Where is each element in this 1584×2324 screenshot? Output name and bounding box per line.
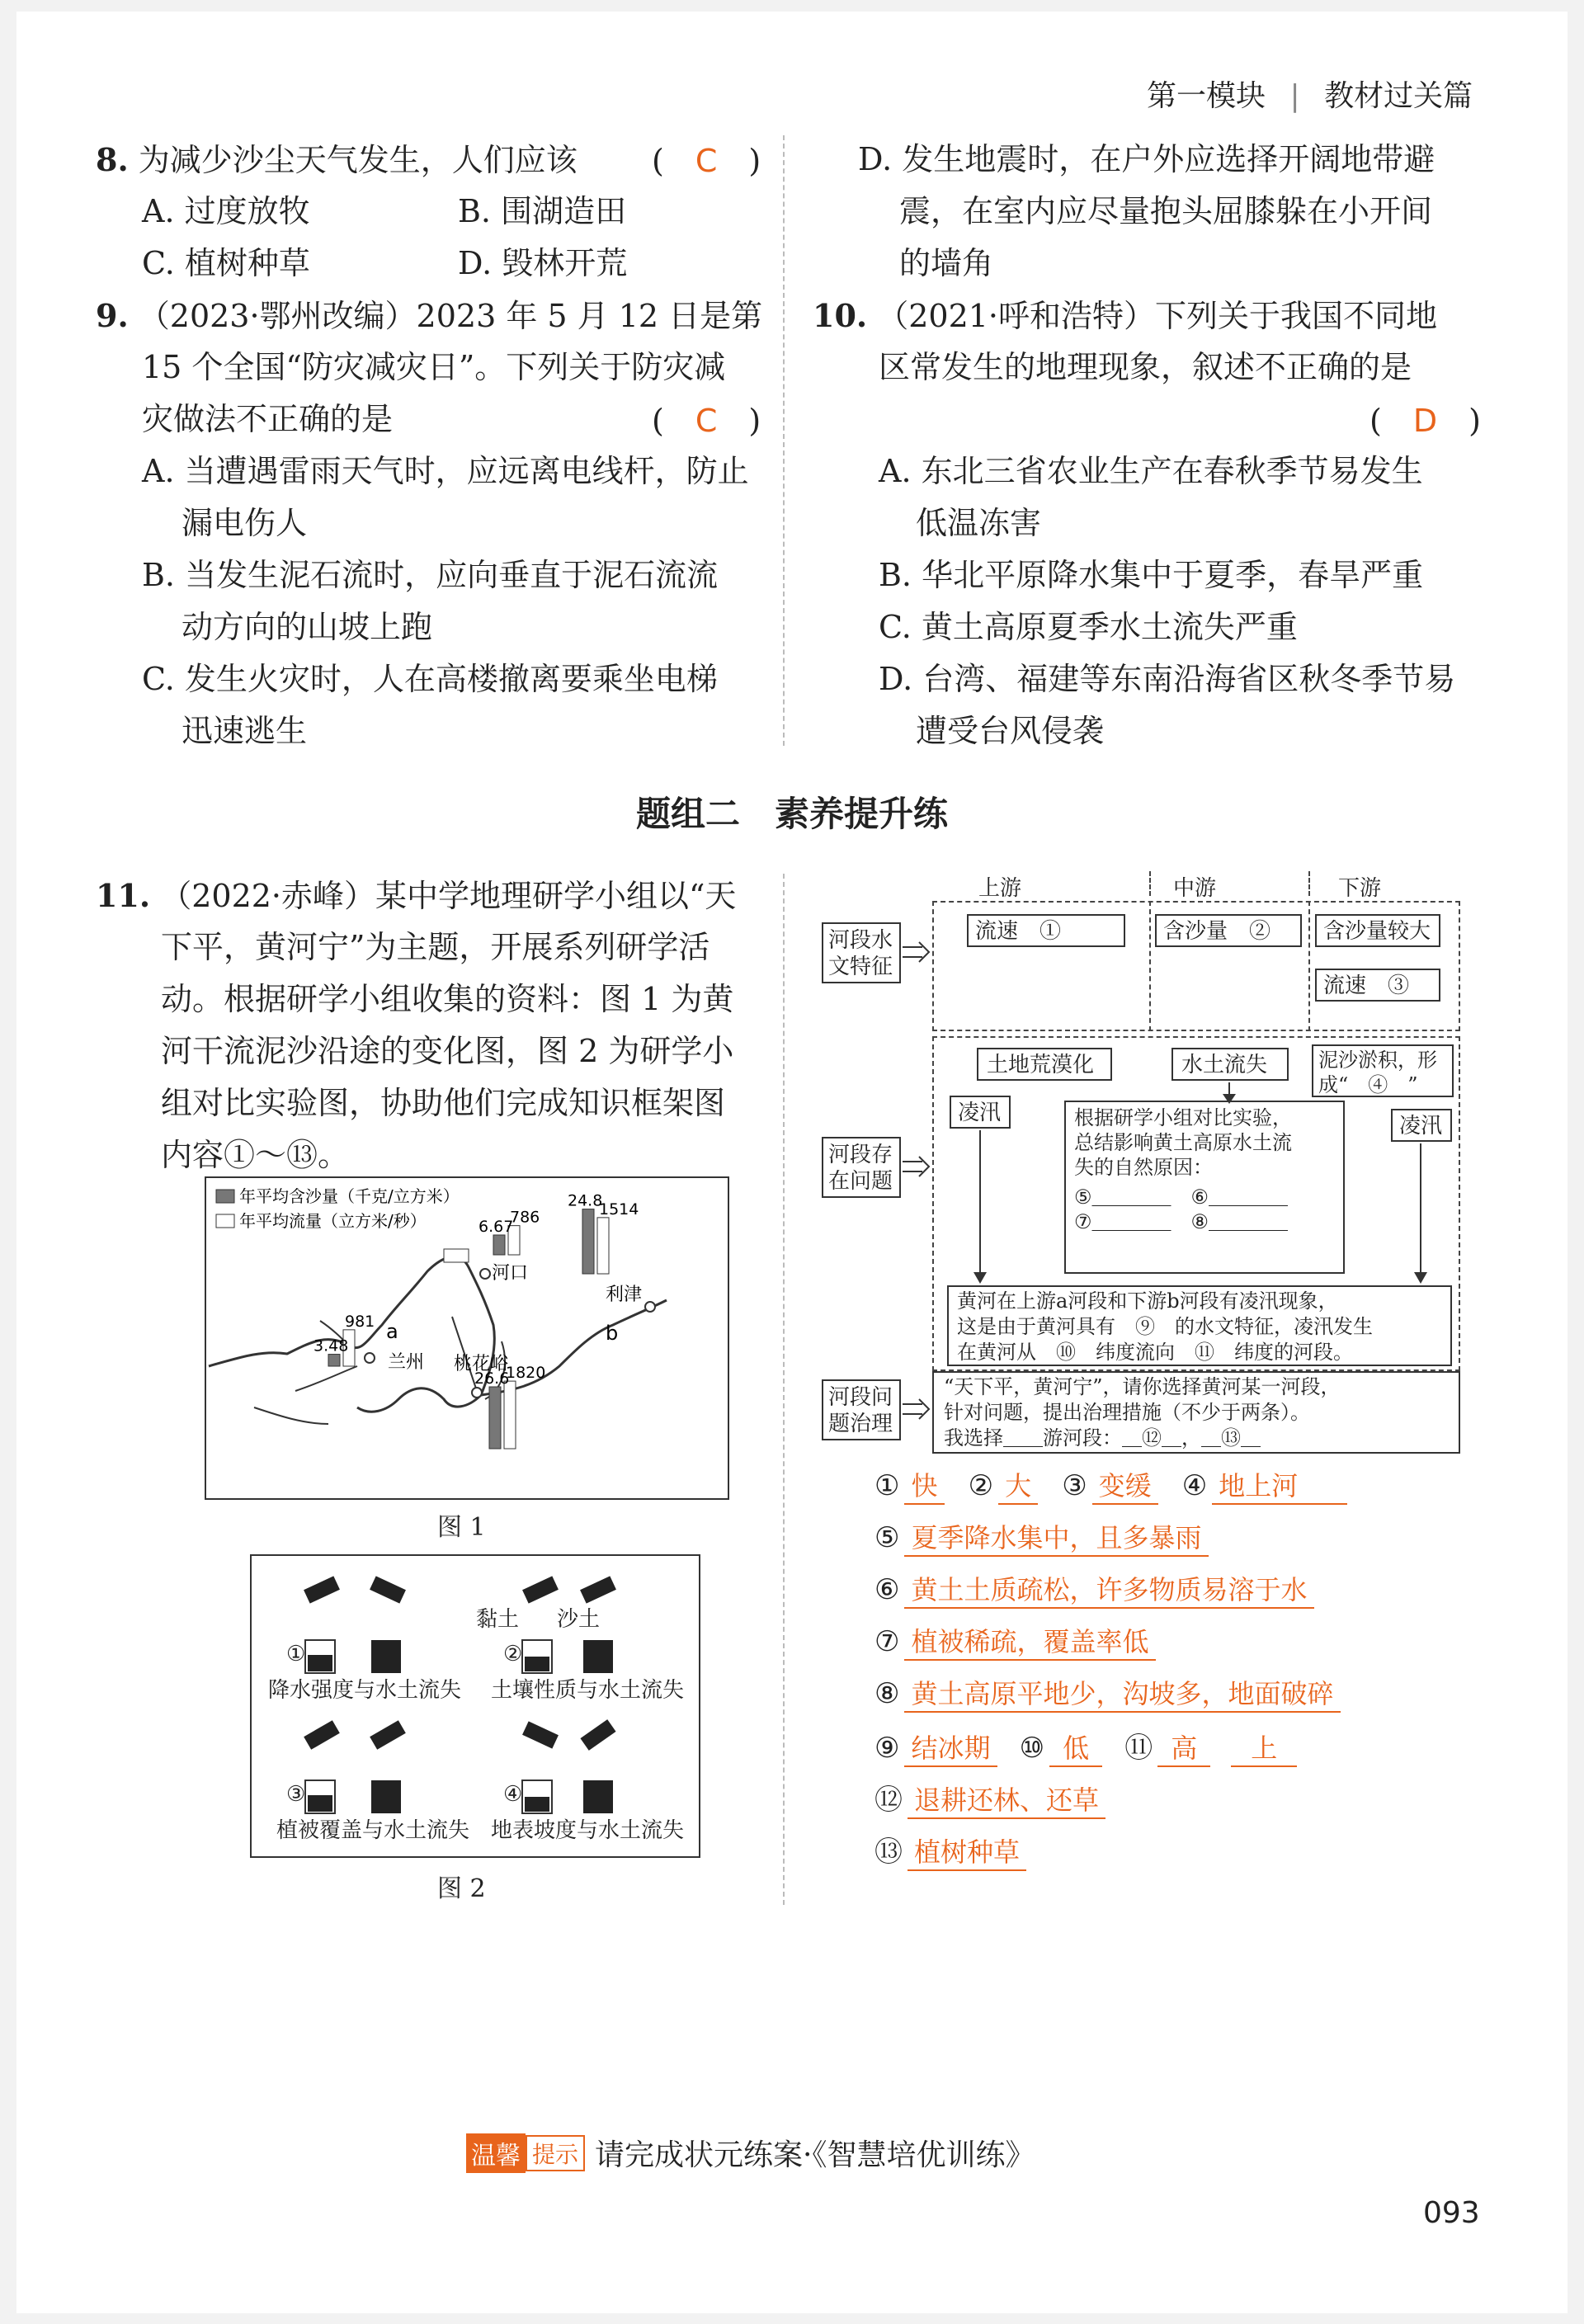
answer-bracket: ( C ) [652, 403, 761, 439]
rain-device [522, 1721, 559, 1748]
option: D. 发生地震时，在户外应选择开阔地带避 [858, 141, 1436, 177]
answer-mark: C [695, 403, 718, 439]
beaker-water [308, 1655, 332, 1671]
sediment-deposit: 泥沙淤积，形成“ ④ ” [1312, 1044, 1454, 1097]
clay-label: 黏土 [476, 1607, 520, 1632]
tip-text: 请完成状元练案·《智慧培优训练》 [595, 2138, 1035, 2172]
station-label-hekou: 河口 [492, 1263, 529, 1284]
knowledge-framework [813, 861, 1470, 1455]
rain-device [580, 1576, 616, 1603]
page-header: 第一模块 | 教材过关篇 [1147, 79, 1473, 113]
answer-1: 快 [904, 1465, 944, 1505]
causes-text: 失的自然原因： [1074, 1156, 1213, 1179]
option: 遭受台风侵袭 [916, 713, 1105, 749]
flow-value-label: 981 [345, 1312, 375, 1331]
question-stem: 为减少沙尘天气发生，人们应该 [138, 142, 578, 178]
answer-3: 变缓 [1092, 1465, 1158, 1505]
answer-line-9: ⑨ 结冰期 ⑩ 低 ⑪ 高 上 [874, 1725, 1297, 1767]
answer-6: 黄土土质疏松，许多物质易溶于水 [904, 1569, 1313, 1609]
question-11 [96, 870, 736, 922]
option: 低温冻害 [916, 505, 1042, 541]
question-stem: 区常发生的地理现象，叙述不正确的是 [879, 349, 1412, 385]
question-stem: 灾做法不正确的是 [142, 401, 394, 437]
question-stem: 组对比实验图，协助他们完成知识框架图 [161, 1085, 726, 1121]
station-dot [365, 1353, 375, 1363]
answer-7: 植被稀疏，覆盖率低 [904, 1621, 1155, 1661]
sediment-bar [493, 1235, 505, 1255]
page-number: 093 [1423, 2196, 1480, 2230]
ice-flood-upstream: 凌汛 [950, 1096, 1011, 1129]
column-divider [783, 874, 785, 1905]
flow-value-label: 1514 [599, 1200, 639, 1219]
soil-erosion: 水土流失 [1172, 1048, 1289, 1081]
hetao-box [444, 1249, 469, 1262]
rain-device [580, 1719, 615, 1751]
option: C. 发生火灾时，人在高楼撤离要乘坐电梯 [142, 661, 718, 697]
beaker [371, 1780, 401, 1813]
governance-text: 针对问题，提出治理措施（不少于两条）。 [944, 1401, 1310, 1424]
sediment-bar [582, 1209, 594, 1274]
blank-8: ⑧ [1190, 1210, 1209, 1233]
beaker-water [525, 1797, 549, 1812]
answer-12: 退耕还林、还草 [908, 1780, 1106, 1819]
section-title: 题组二 素养提升练 [635, 794, 948, 834]
blank-5: ⑤ [1074, 1186, 1092, 1209]
option: C. 植树种草 [142, 245, 310, 281]
row-label-hydrology: 河段水文特征 [822, 922, 901, 983]
sand-label: 沙土 [557, 1607, 601, 1632]
option: C. 黄土高原夏季水土流失严重 [879, 609, 1298, 645]
arrow-icon [901, 1398, 932, 1422]
row-label-governance: 河段问题治理 [822, 1379, 901, 1440]
downstream-flow-speed: 流速 ③ [1315, 969, 1440, 1002]
answer-line-12: ⑫ 退耕还林、还草 [874, 1777, 1106, 1819]
question-stem: 内容①～⑬。 [161, 1137, 350, 1173]
column-divider [783, 135, 785, 746]
blank-7: ⑦ [1074, 1210, 1092, 1233]
answer-2: 大 [998, 1465, 1038, 1505]
textbook-page [16, 12, 1568, 2313]
river-section-a: a [386, 1320, 398, 1343]
header-module: 第一模块 [1147, 79, 1266, 113]
answer-9: 结冰期 [904, 1728, 997, 1767]
midstream-sediment: 含沙量 ② [1155, 914, 1302, 947]
flow-value-label: 786 [510, 1208, 540, 1227]
panel-number: ① [286, 1642, 306, 1666]
option: A. 当遭遇雷雨天气时，应远离电线杆，防止 [142, 453, 749, 489]
beaker [371, 1640, 401, 1673]
tip-badge: 提示 [526, 2135, 585, 2171]
framework-arrows [813, 861, 1470, 1455]
question-9 [96, 290, 762, 342]
header-section: 教材过关篇 [1324, 79, 1473, 113]
panel-number: ③ [286, 1782, 306, 1807]
option: 迅速逃生 [182, 713, 308, 749]
explanation-text: 在黄河从 ⑩ 纬度流向 ⑪ 纬度的河段。 [957, 1341, 1353, 1364]
legend-swatch-sediment [216, 1190, 234, 1203]
option: B. 围湖造田 [458, 193, 627, 229]
question-8 [96, 134, 578, 186]
answer-13: 植树种草 [908, 1831, 1026, 1871]
station-dot [645, 1302, 655, 1312]
rain-device [370, 1720, 406, 1750]
legend-swatch-flow [216, 1214, 234, 1228]
option: 震，在室内应尽量抱头屈膝躲在小开间 [899, 193, 1433, 229]
answer-10: 低 [1049, 1728, 1102, 1767]
column-upstream: 上游 [978, 876, 1022, 901]
causes-text: 根据研学小组对比实验， [1074, 1106, 1292, 1129]
legend-sediment: 年平均含沙量（千克/立方米） [239, 1186, 460, 1206]
governance-box [932, 1371, 1460, 1454]
question-stem: （2021·呼和浩特）下列关于我国不同地 [877, 298, 1438, 334]
governance-text: “天下平，黄河宁”，请你选择黄河某一河段， [944, 1375, 1341, 1398]
sediment-bar [489, 1387, 501, 1449]
panel-title: 土壤性质与水土流失 [491, 1678, 685, 1703]
station-label-lijin: 利津 [606, 1285, 643, 1305]
answer-mark: C [695, 143, 718, 179]
upstream-flow-speed: 流速 ① [967, 914, 1125, 947]
option: D. 台湾、福建等东南沿海省区秋冬季节易 [879, 661, 1456, 697]
tip-badge: 温馨 [466, 2133, 526, 2173]
ice-flood-downstream: 凌汛 [1391, 1109, 1452, 1142]
answer-bracket: ( C ) [652, 143, 761, 179]
rain-device [304, 1720, 340, 1750]
footer-tip [466, 2132, 1035, 2174]
question-10 [813, 290, 1437, 342]
station-label-taohuayu: 桃花峪 [454, 1354, 509, 1374]
flow-bar [597, 1218, 609, 1274]
answer-line-6: ⑥ 黄土土质疏松，许多物质易溶于水 [874, 1569, 1314, 1609]
station-dot [472, 1388, 482, 1398]
answer-11: 高 [1157, 1728, 1210, 1767]
option: 漏电伤人 [182, 505, 308, 541]
answer-line-8: ⑧ 黄土高原平地少，沟坡多，地面破碎 [874, 1673, 1341, 1713]
governance-text: 我选择＿＿游河段：＿⑫＿，＿⑬＿ [944, 1426, 1261, 1450]
experiment-drawings [260, 1564, 689, 1845]
ice-flood-explanation [947, 1285, 1452, 1366]
station-label-lanzhou: 兰州 [388, 1352, 425, 1373]
rain-device [522, 1576, 559, 1603]
option: A. 过度放牧 [142, 193, 310, 229]
answer-line-7: ⑦ 植被稀疏，覆盖率低 [874, 1621, 1156, 1661]
answer-line-5: ⑤ 夏季降水集中，且多暴雨 [874, 1517, 1209, 1557]
panel-number: ④ [503, 1782, 523, 1807]
river-section-b: b [606, 1322, 619, 1345]
rain-device [304, 1576, 340, 1603]
option: 的墙角 [899, 245, 994, 281]
sediment-value-label: 3.48 [314, 1336, 349, 1355]
answer-5: 夏季降水集中，且多暴雨 [904, 1517, 1208, 1557]
column-midstream: 中游 [1173, 876, 1217, 901]
answer-8: 黄土高原平地少，沟坡多，地面破碎 [904, 1673, 1340, 1713]
option: 动方向的山坡上跑 [182, 609, 433, 645]
sediment-bar [328, 1355, 340, 1366]
rain-device [370, 1576, 406, 1603]
question-number: 10. [813, 297, 868, 334]
question-number: 11. [96, 877, 151, 914]
answer-4: 地上河 [1212, 1465, 1347, 1505]
figure-2-caption: 图 2 [437, 1874, 486, 1903]
question-stem: 15 个全国“防灾减灾日”。下列关于防灾减 [142, 349, 726, 385]
question-stem: 河干流泥沙沿途的变化图，图 2 为研学小 [161, 1033, 734, 1069]
column-downstream: 下游 [1338, 876, 1382, 901]
row-label-problems: 河段存在问题 [822, 1137, 901, 1198]
question-number: 8. [96, 141, 129, 178]
question-number: 9. [96, 297, 129, 334]
beaker [583, 1640, 613, 1673]
sediment-value-label: 26.6 [474, 1369, 510, 1388]
beaker-water [525, 1657, 549, 1671]
answer-bracket: ( D ) [1370, 403, 1481, 439]
answer-line-13: ⑬ 植树种草 [874, 1829, 1026, 1871]
beaker [583, 1780, 613, 1813]
panel-title: 植被覆盖与水土流失 [276, 1818, 470, 1843]
flow-value-label: 1820 [506, 1364, 546, 1383]
figure-2-experiment [250, 1554, 700, 1858]
panel-number: ② [503, 1642, 523, 1666]
beaker-water [308, 1795, 332, 1812]
answer-line-1: ① 快 ② 大 ③ 变缓 ④ 地上河 [874, 1465, 1347, 1505]
explanation-text: 黄河在上游a河段和下游b河段有凌汛现象， [957, 1289, 1338, 1313]
answer-mark: D [1412, 403, 1438, 439]
question-stem: （2022·赤峰）某中学地理研学小组以“天 [160, 878, 737, 914]
blank-6: ⑥ [1190, 1186, 1209, 1209]
land-desertification: 土地荒漠化 [977, 1048, 1112, 1081]
flow-bar [504, 1381, 516, 1449]
station-dot [480, 1269, 490, 1279]
question-stem: 动。根据研学小组收集的资料：图 1 为黄 [161, 981, 734, 1017]
panel-title: 地表坡度与水土流失 [491, 1818, 685, 1843]
option: D. 毁林开荒 [458, 245, 628, 281]
answer-upper-reach: 上 [1231, 1728, 1297, 1767]
option: B. 当发生泥石流时，应向垂直于泥石流流 [142, 557, 719, 593]
option: A. 东北三省农业生产在春秋季节易发生 [879, 453, 1423, 489]
question-stem: （2023·鄂州改编）2023 年 5 月 12 日是第 [138, 298, 763, 334]
causes-text: 总结影响黄土高原水土流 [1074, 1131, 1292, 1154]
sediment-value-label: 6.67 [478, 1217, 514, 1236]
sediment-value-label: 24.8 [568, 1191, 603, 1210]
figure-1-map [205, 1176, 729, 1500]
natural-causes-box: 根据研学小组对比实验， 总结影响黄土高原水土流 失的自然原因： ⑤＿＿＿＿ ⑥＿＿＿＿ ⑦＿＿＿＿ ⑧＿＿＿＿ [1064, 1101, 1345, 1274]
explanation-text: 这是由于黄河具有 ⑨ 的水文特征，凌汛发生 [957, 1315, 1373, 1338]
legend-flow: 年平均流量（立方米/秒） [239, 1211, 427, 1231]
panel-title: 降水强度与水土流失 [268, 1678, 462, 1703]
downstream-sediment: 含沙量较大 [1315, 914, 1440, 947]
figure-1-caption: 图 1 [437, 1513, 486, 1542]
question-stem: 下平，黄河宁”为主题，开展系列研学活 [161, 929, 710, 965]
option: B. 华北平原降水集中于夏季，春旱严重 [879, 557, 1424, 593]
